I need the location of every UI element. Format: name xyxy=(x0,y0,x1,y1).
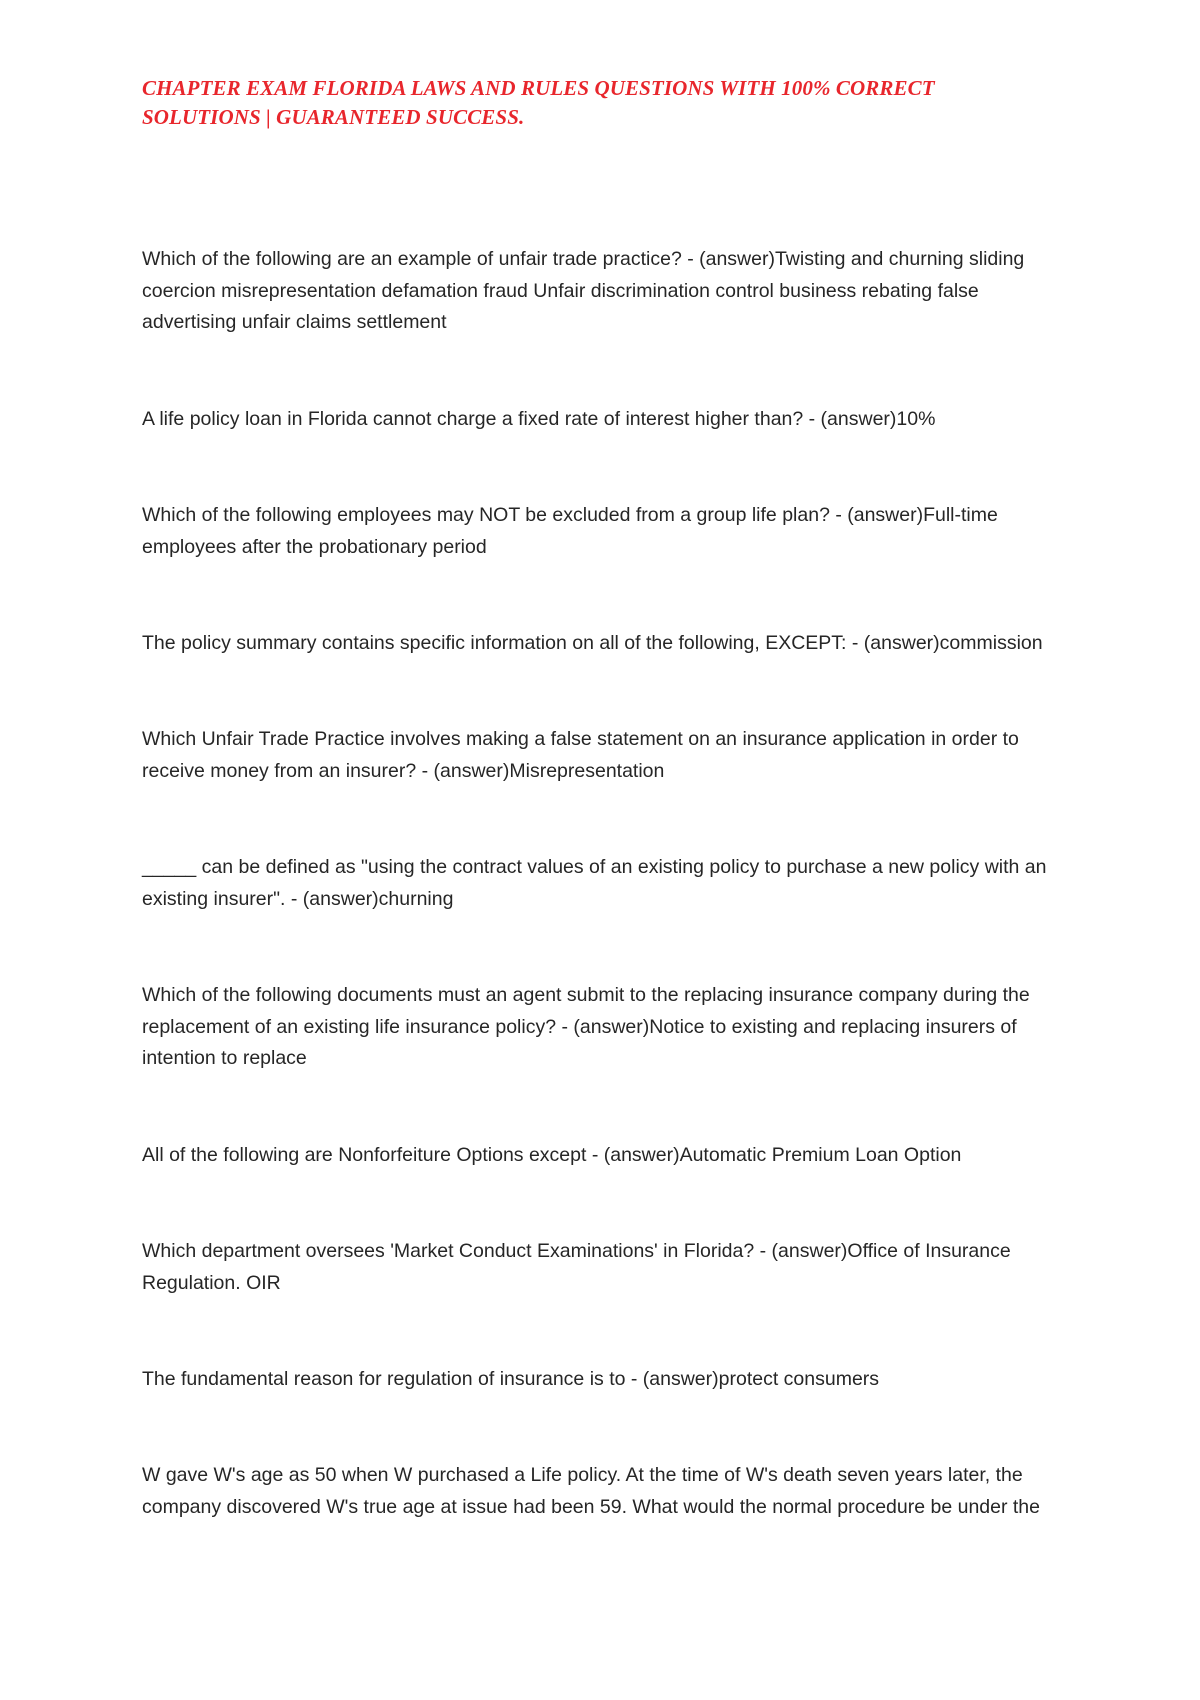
qa-item-9: Which department oversees 'Market Conduct Examinations' in Florida? - (answer)Office of Insurance Regulation. OIR xyxy=(142,1240,1011,1294)
qa-item-10: The fundamental reason for regulation of insurance is to - (answer)protect consumers xyxy=(142,1368,880,1390)
qa-item-6: _____ can be defined as "using the contract values of an existing policy to purchase a new policy with an existing insurer". - (answer)churning xyxy=(142,856,1047,910)
document-title: CHAPTER EXAM FLORIDA LAWS AND RULES QUESTIONS WITH 100% CORRECT SOLUTIONS | GUARANTEED SUCCESS. xyxy=(142,76,935,129)
qa-item-8: All of the following are Nonforfeiture Options except - (answer)Automatic Premium Loan Option xyxy=(142,1144,962,1166)
qa-item-7: Which of the following documents must an agent submit to the replacing insurance company during the replacement of an existing life insurance policy? - (answer)Notice to existing and replacing insurers of intention to replace xyxy=(142,984,1030,1069)
qa-item-3: Which of the following employees may NOT be excluded from a group life plan? - (answer)Full-time employees after the probationary period xyxy=(142,504,998,558)
qa-item-5: Which Unfair Trade Practice involves making a false statement on an insurance application in order to receive money from an insurer? - (answer)Misrepresentation xyxy=(142,728,1019,782)
qa-item-1: Which of the following are an example of unfair trade practice? - (answer)Twisting and churning sliding coercion misrepresentation defamation fraud Unfair discrimination control business rebating false advertising unfair claims settlement xyxy=(142,248,1025,333)
qa-item-2: A life policy loan in Florida cannot charge a fixed rate of interest higher than? - (answer)10% xyxy=(142,408,936,430)
qa-item-4: The policy summary contains specific information on all of the following, EXCEPT: - (answer)commission xyxy=(142,632,1043,654)
qa-item-11: W gave W's age as 50 when W purchased a Life policy. At the time of W's death seven years later, the company discovered W's true age at issue had been 59. What would the normal procedure be under the xyxy=(142,1464,1040,1518)
